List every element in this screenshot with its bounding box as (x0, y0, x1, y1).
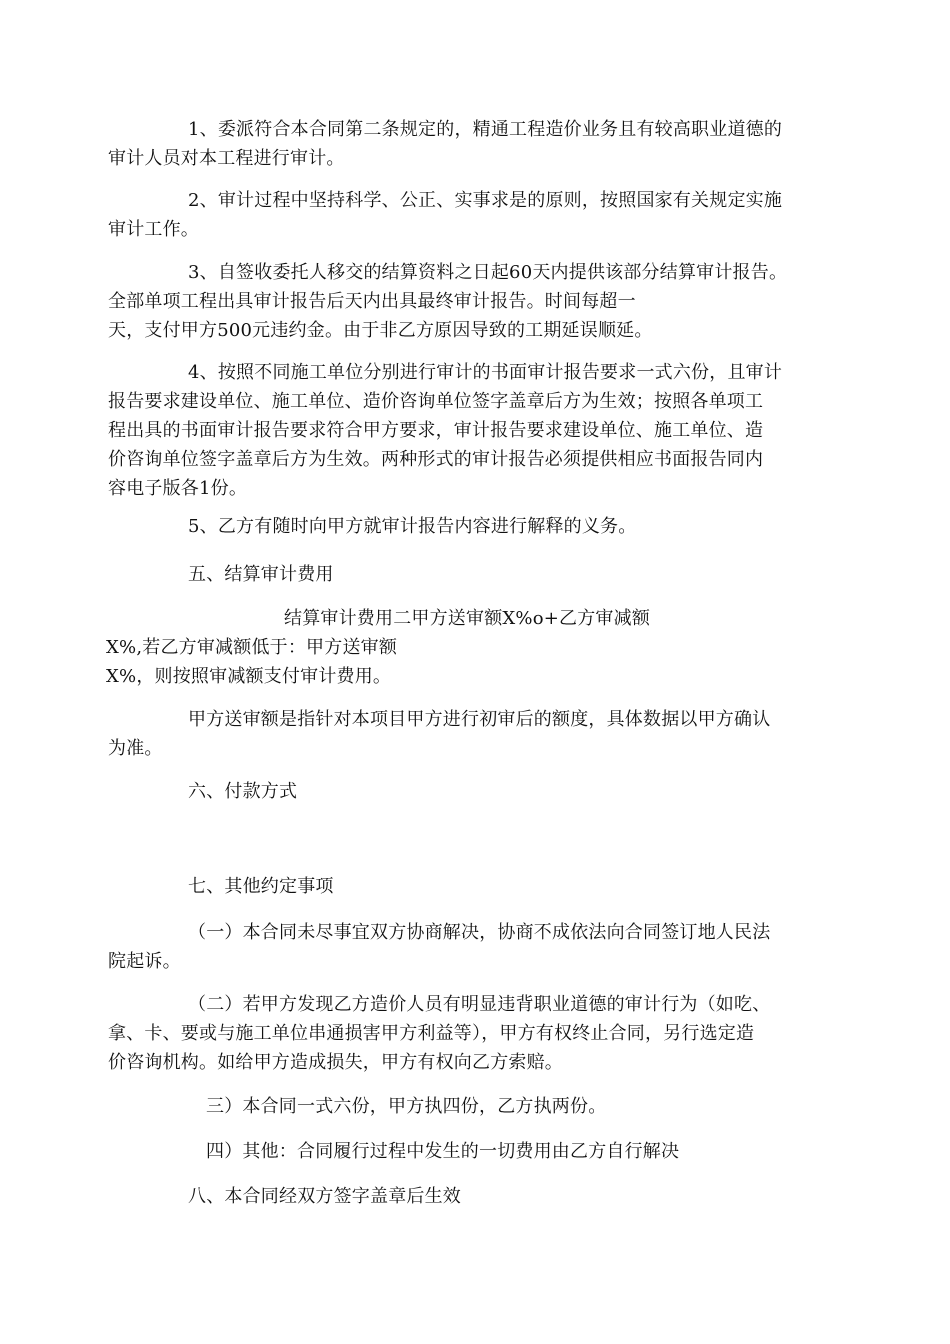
clause-4 (108, 1137, 850, 1166)
section-heading-8 (108, 1182, 850, 1211)
text-line: （二）若甲方发现乙方造价人员有明显违背职业道德的审计行为（如吃、 (188, 994, 771, 1015)
text-line: 三）本合同一式六份，甲方执四份，乙方执两份。 (206, 1096, 607, 1117)
text-line: 报告要求建设单位、施工单位、造价咨询单位签字盖章后方为生效；按照各单项工 (108, 391, 764, 412)
text-line: 5、乙方有随时向甲方就审计报告内容进行解释的义务。 (188, 516, 637, 537)
text-line: 容电子版各1份。 (108, 478, 248, 499)
text-line: 为准。 (108, 738, 163, 759)
heading-text: 八、本合同经双方签字盖章后生效 (188, 1186, 461, 1207)
obligation-item-4 (108, 358, 850, 503)
section-heading-6 (108, 777, 850, 806)
clause-3 (108, 1092, 850, 1121)
fee-note (108, 705, 850, 763)
text-line: 拿、卡、要或与施工单位串通损害甲方利益等），甲方有权终止合同，另行选定造 (108, 1023, 755, 1044)
obligation-item-3 (108, 258, 850, 345)
text-line: 全部单项工程出具审计报告后天内出具最终审计报告。时间每超一 (108, 291, 636, 312)
text-line: 价咨询单位签字盖章后方为生效。两种形式的审计报告必须提供相应书面报告同内 (108, 449, 764, 470)
section-heading-7 (108, 872, 850, 901)
text-line: 4、按照不同施工单位分别进行审计的书面审计报告要求一式六份，且审计 (188, 362, 783, 383)
text-line: 甲方送审额是指针对本项目甲方进行初审后的额度，具体数据以甲方确认 (188, 709, 771, 730)
text-line: 结算审计费用二甲方送审额X%o+乙方审减额 (284, 608, 651, 629)
text-line: 院起诉。 (108, 951, 181, 972)
text-line: 审计工作。 (108, 219, 199, 240)
text-line: 3、自签收委托人移交的结算资料之日起60天内提供该部分结算审计报告。 (188, 262, 788, 283)
section-heading-5 (108, 560, 850, 589)
text-line: 程出具的书面审计报告要求符合甲方要求，审计报告要求建设单位、施工单位、造 (108, 420, 764, 441)
text-line: 四）其他：合同履行过程中发生的一切费用由乙方自行解决 (206, 1141, 680, 1162)
text-line: 1、委派符合本合同第二条规定的，精通工程造价业务且有较高职业道德的 (188, 119, 783, 140)
text-line: X%,若乙方审减额低于：甲方送审额 (106, 637, 398, 658)
text-line: 2、审计过程中坚持科学、公正、实事求是的原则，按照国家有关规定实施 (188, 190, 783, 211)
text-line: X%，则按照审减额支付审计费用。 (106, 666, 392, 687)
clause-1 (108, 918, 850, 976)
clause-2 (108, 990, 850, 1077)
obligation-item-2 (108, 186, 850, 244)
text-line: 审计人员对本工程进行审计。 (108, 148, 345, 169)
fee-formula (108, 604, 850, 691)
heading-text: 五、结算审计费用 (188, 564, 334, 585)
text-line: 天，支付甲方500元违约金。由于非乙方原因导致的工期延误顺延。 (108, 320, 653, 341)
text-line: 价咨询机构。如给甲方造成损失，甲方有权向乙方索赔。 (108, 1052, 563, 1073)
heading-text: 七、其他约定事项 (188, 876, 334, 897)
text-line: （一）本合同未尽事宜双方协商解决，协商不成依法向合同签订地人民法 (188, 922, 771, 943)
heading-text: 六、付款方式 (188, 781, 298, 802)
obligation-item-1 (108, 115, 850, 173)
obligation-item-5 (108, 512, 850, 541)
